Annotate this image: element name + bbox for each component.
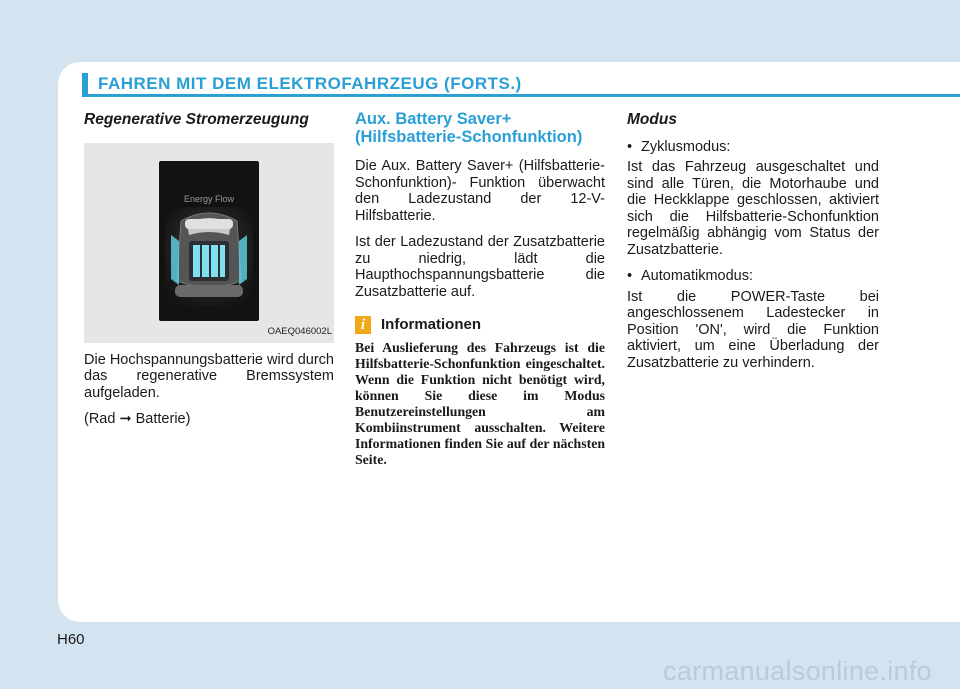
regenerative-paragraph: Die Hochspannungsbatterie wird durch das regenerative Bremssystem aufgeladen.: [84, 351, 334, 401]
energy-flow-screen: [159, 161, 259, 321]
header-rule: [82, 94, 960, 97]
bullet-cycle-mode: [627, 139, 879, 156]
battery-saver-paragraph-1: Die Aux. Battery Saver+ (Hilfsbatterie-Schonfunktion)- Funktion überwacht den Ladezustand der 12-V-Hilfsbatterie.: [355, 158, 605, 224]
info-box-header: [355, 316, 605, 334]
screen-title: Energy Flow: [183, 193, 235, 204]
watermark: carmanualsonline.info: [663, 656, 932, 686]
car-energy-flow-icon: [159, 161, 259, 321]
heading-modus: Modus: [627, 111, 677, 128]
info-title: Informationen: [381, 315, 481, 333]
column-battery-saver: [355, 110, 605, 468]
heading-regenerative: Regenerative Stromerzeugung: [84, 111, 309, 128]
auto-mode-paragraph: Ist die POWER-Taste bei angeschlossenem Ladestecker in Position 'ON', wird die Funktion aktiviert, um eine Überladung der Zusatzbatterie zu verhindern.: [627, 288, 879, 371]
header-accent-bar: [82, 73, 88, 95]
bullet-label: Zyklusmodus:: [641, 138, 731, 155]
page-number: H60: [57, 631, 85, 648]
bullet-dot: •: [627, 268, 633, 284]
battery-saver-paragraph-2: Ist der Ladezustand der Zusatzbatterie zu niedrig, lädt die Haupthochspannungsbatterie die Zusatzbatterie auf.: [355, 234, 605, 300]
column-regenerative: [84, 110, 334, 428]
figure-caption: OAEQ046002L: [267, 326, 332, 337]
heading-battery-saver: Aux. Battery Saver+ (Hilfsbatterie-Schonfunktion): [355, 110, 583, 146]
bullet-dot: •: [627, 138, 633, 155]
bullet-auto-mode: [627, 268, 879, 285]
cycle-mode-paragraph: Ist das Fahrzeug ausgeschaltet und sind alle Türen, die Motorhaube und die Heckklappe geschlossen, aktiviert sich die Hilfsbatterie-Schonfunktion regelmäßig abhängig vom Status der Zusatzbatterie.: [627, 159, 879, 258]
section-header: [82, 73, 960, 95]
column-modus: [627, 110, 879, 371]
info-text: Bei Auslieferung des Fahrzeugs ist die Hilfsbatterie-Schonfunktion eingeschaltet. Wenn die Funktion nicht benötigt wird, können Sie diese im Modus Benutzereinstellungen am Kombiinstrument ausschalten. Weitere Informationen finden Sie auf der nächsten Seite.: [355, 340, 605, 467]
section-title: FAHREN MIT DEM ELEKTROFAHRZEUG (FORTS.): [98, 74, 522, 93]
energy-flow-figure: [84, 143, 334, 343]
wheel-battery-note: (Rad ➞ Batterie): [84, 411, 191, 427]
info-icon: i: [355, 316, 371, 334]
bullet-label: Automatikmodus:: [641, 268, 754, 284]
